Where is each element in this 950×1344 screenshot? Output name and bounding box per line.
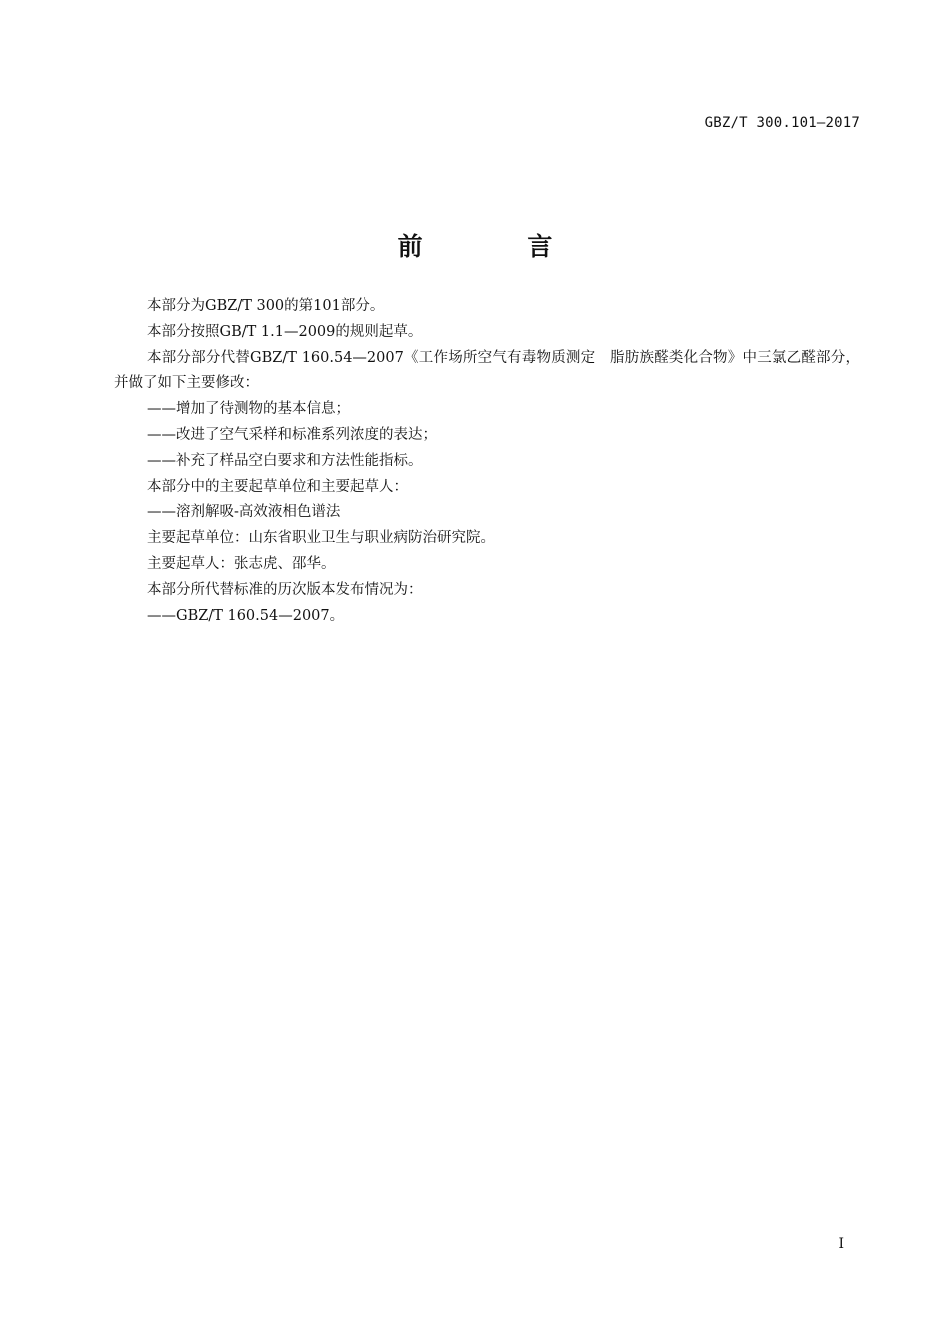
history-item: ——GBZ/T 160.54—2007。 [147,607,345,624]
paragraph-replacement: 本部分部分代替GBZ/T 160.54—2007《工作场所空气有毒物质测定 脂肪族醛类化合物》中三氯乙醛部分，并做了如下主要修改： [114,349,860,392]
document-body [114,294,860,629]
paragraph-part-statement: 本部分为GBZ/T 300的第101部分。 [147,298,385,314]
paragraph-drafting-rules: 本部分按照GB/T 1.1—2009的规则起草。 [147,323,423,340]
standard-code: GBZ/T 300.101—2017 [704,115,860,131]
method-item: ——溶剂解吸-高效液相色谱法 [147,504,341,521]
paragraph-history-intro: 本部分所代替标准的历次版本发布情况为： [147,581,423,598]
page-title: 前 言 [397,231,601,261]
change-item: ——增加了待测物的基本信息； [147,401,350,418]
change-item: ——改进了空气采样和标准系列浓度的表达； [147,426,437,443]
drafters: 主要起草人：张志虎、邵华。 [147,555,336,572]
paragraph-drafters-intro: 本部分中的主要起草单位和主要起草人： [147,478,408,495]
change-item: ——补充了样品空白要求和方法性能指标。 [147,452,423,469]
drafting-units: 主要起草单位：山东省职业卫生与职业病防治研究院。 [147,530,495,547]
page-number: I [838,1236,844,1252]
